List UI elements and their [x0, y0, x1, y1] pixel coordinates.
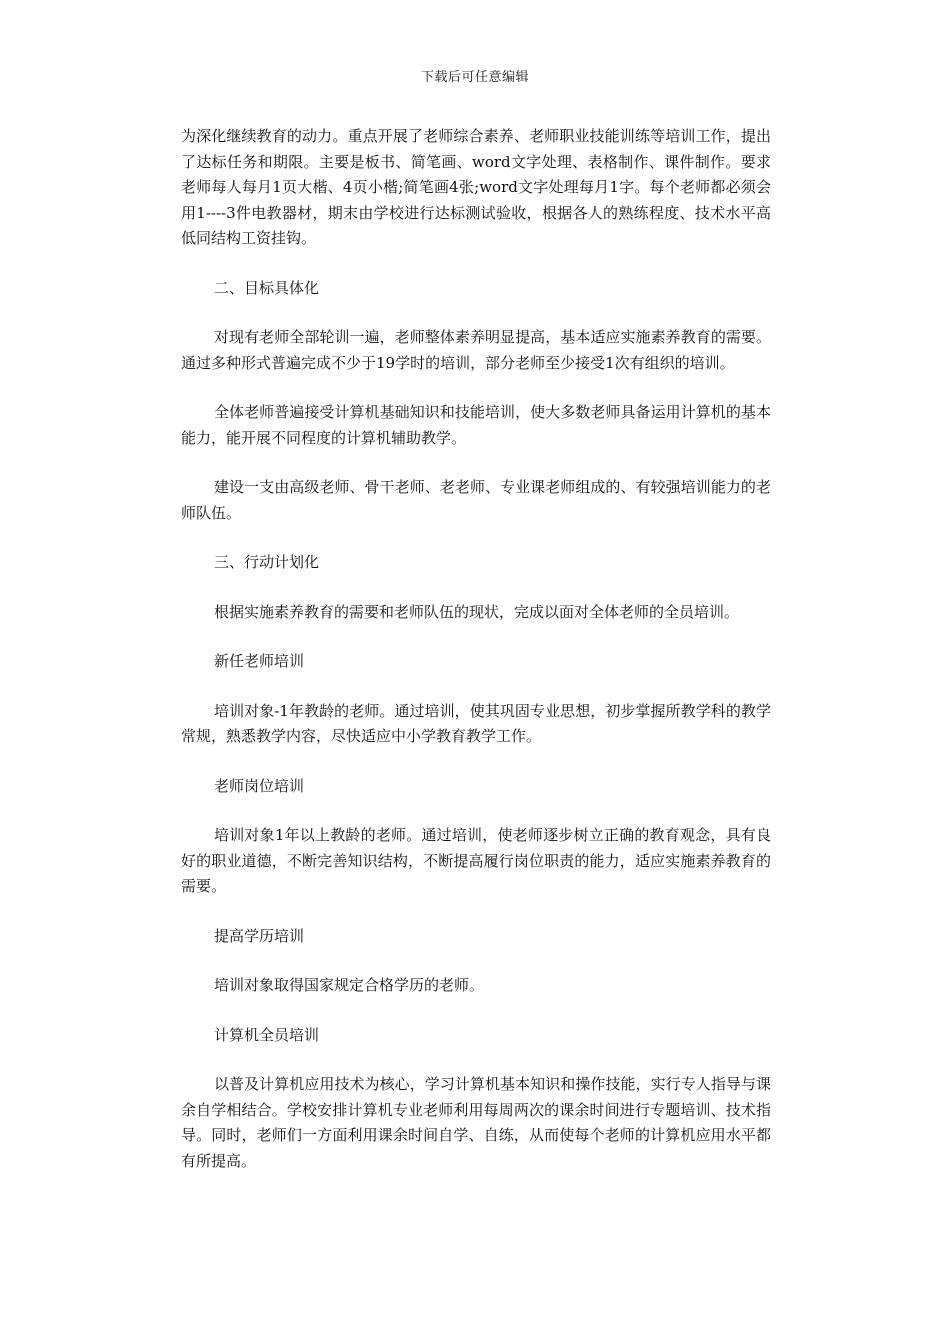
subheading-computer-training: 计算机全员培训	[214, 1025, 320, 1044]
subheading-post-training: 老师岗位培训	[214, 776, 305, 795]
paragraph-degree-training: 培训对象取得国家规定合格学历的老师。	[214, 976, 485, 994]
paragraph-goal-training: 对现有老师全部轮训一遍，老师整体素养明显提高，基本适应实施素养教育的需要。通过多种形式普遍完成不少于19学时的培训，部分老师至少接受1次有组织的培训。	[181, 328, 771, 372]
paragraph-intro: 为深化继续教育的动力。重点开展了老师综合素养、老师职业技能训练等培训工作，提出了达标任务和期限。主要是板书、简笔画、word文字处理、表格制作、课件制作。要求老师每人每月1页大楷、4页小楷;简笔画4张;word文字处理每月1字。每个老师都必须会用1----3件电教器材，期末由学校进行达标测试验收，根据各人的熟练程度、技术水平高低同结构工资挂钩。	[181, 127, 771, 247]
document-body	[181, 124, 771, 1174]
section-heading-plan: 三、行动计划化	[214, 553, 320, 571]
paragraph-post-training: 培训对象1年以上教龄的老师。通过培训，使老师逐步树立正确的教育观念，具有良好的职业道德，不断完善知识结构，不断提高履行岗位职责的能力，适应实施素养教育的需要。	[181, 826, 771, 895]
section-heading-goals: 二、目标具体化	[214, 278, 320, 297]
page-header-note: 下载后可任意编辑	[420, 70, 529, 85]
subheading-degree-training: 提高学历培训	[214, 926, 305, 945]
paragraph-new-teacher: 培训对象-1年教龄的老师。通过培训，使其巩固专业思想，初步掌握所教学科的教学常规，熟悉教学内容，尽快适应中小学教育教学工作。	[181, 701, 771, 745]
paragraph-plan-intro: 根据实施素养教育的需要和老师队伍的现状，完成以面对全体老师的全员培训。	[214, 602, 740, 621]
subheading-new-teacher: 新任老师培训	[214, 652, 305, 670]
paragraph-goal-team: 建设一支由高级老师、骨干老师、老老师、专业课老师组成的、有较强培训能力的老师队伍。	[181, 478, 771, 522]
paragraph-computer-training: 以普及计算机应用技术为核心，学习计算机基本知识和操作技能，实行专人指导与课余自学相结合。学校安排计算机专业老师利用每周两次的课余时间进行专题培训、技术指导。同时，老师们一方面利用课余时间自学、自练，从而使每个老师的计算机应用水平都有所提高。	[181, 1075, 771, 1170]
paragraph-goal-computer: 全体老师普遍接受计算机基础知识和技能培训，使大多数老师具备运用计算机的基本能力，能开展不同程度的计算机辅助教学。	[181, 403, 771, 447]
